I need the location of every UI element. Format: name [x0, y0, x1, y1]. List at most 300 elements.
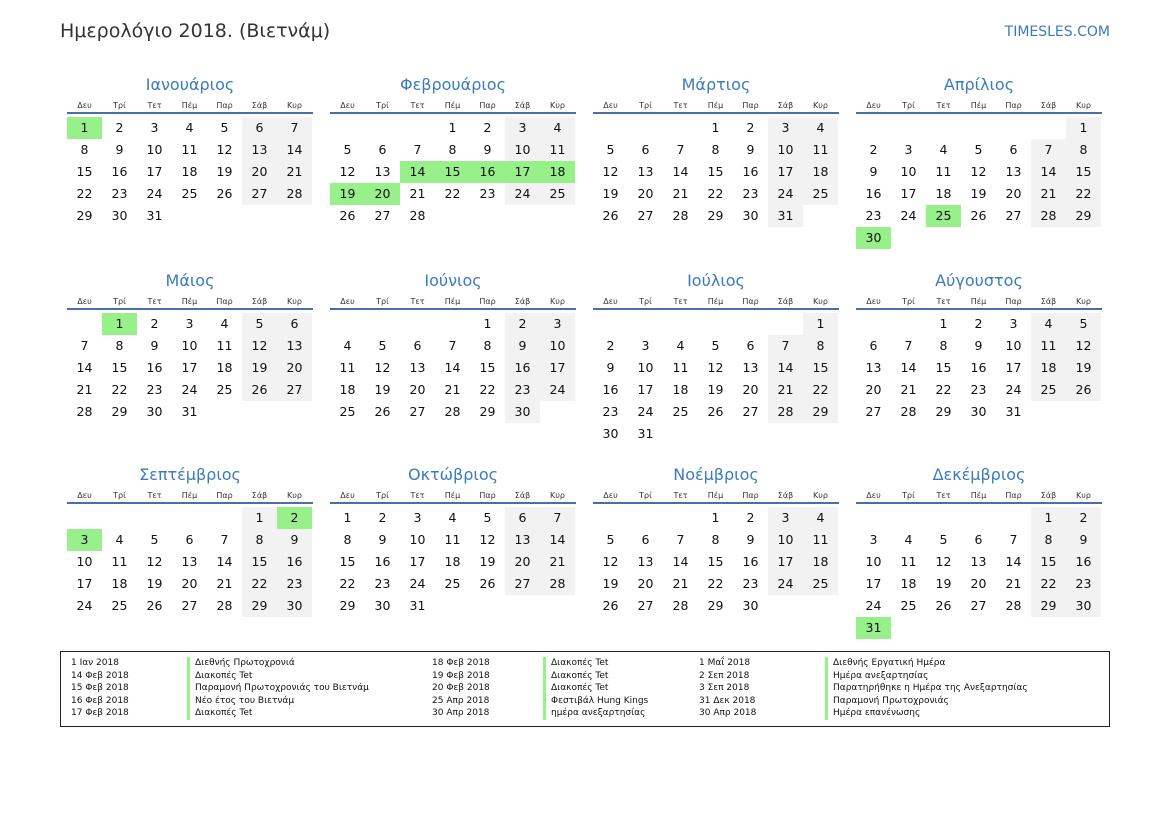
weekday-label: Τετ — [936, 491, 951, 500]
weekday-label: Παρ — [479, 297, 496, 306]
day-cell: 26 — [374, 404, 391, 419]
day-cell: 3 — [185, 316, 194, 331]
day-cell: 3 — [505, 117, 540, 139]
day-cell: 24 — [540, 379, 575, 401]
day-cell: 25 — [803, 573, 838, 595]
day-cell: 26 — [216, 186, 233, 201]
day-cell: 14 — [540, 529, 575, 551]
day-cell: 8 — [483, 338, 492, 353]
day-cell: 1 — [939, 316, 948, 331]
day-cell: 6 — [974, 532, 983, 547]
day-cell: 8 — [711, 142, 720, 157]
day-cell: 3 — [1009, 316, 1018, 331]
legend-holiday-name: Παραμονή Πρωτοχρονιάς — [833, 695, 949, 706]
weekday-label: Κυρ — [813, 491, 828, 500]
day-cell: 13 — [242, 139, 277, 161]
weekday-header — [67, 488, 313, 504]
day-cell: 14 — [768, 357, 803, 379]
day-cell: 17 — [1005, 360, 1022, 375]
weekday-label: Κυρ — [287, 491, 302, 500]
day-cell: 10 — [900, 164, 917, 179]
day-cell: 29 — [1066, 205, 1101, 227]
days-grid — [856, 117, 1101, 249]
legend-holiday-name: Διακοπές Tet — [551, 658, 609, 668]
day-cell: 8 — [242, 529, 277, 551]
weekday-header — [593, 488, 839, 504]
legend-date: 1 Ιαν 2018 — [71, 658, 119, 668]
day-cell: 24 — [768, 183, 803, 205]
day-cell: 30 — [1066, 595, 1101, 617]
day-cell: 11 — [540, 139, 575, 161]
weekday-label: Τρί — [639, 101, 652, 110]
day-cell: 21 — [1005, 576, 1022, 591]
day-cell: 20 — [1005, 186, 1022, 201]
day-cell: 3 — [904, 142, 913, 157]
day-cell: 23 — [1066, 573, 1101, 595]
day-cell: 18 — [444, 554, 461, 569]
empty-cell — [628, 117, 663, 139]
day-cell: 4 — [343, 338, 352, 353]
month-calendar — [330, 462, 576, 617]
day-cell: 1 — [242, 507, 277, 529]
day-cell: 20 — [409, 382, 426, 397]
month-name: Απρίλιος — [943, 75, 1015, 94]
empty-cell — [207, 507, 242, 529]
month-calendar — [593, 72, 839, 227]
day-cell: 5 — [606, 532, 615, 547]
weekday-label: Σάβ — [514, 297, 531, 306]
day-cell: 13 — [637, 164, 654, 179]
day-cell: 17 — [900, 186, 917, 201]
page-title: Ημερολόγιο 2018. (Βιετνάμ) — [60, 20, 331, 42]
day-cell: 15 — [479, 360, 496, 375]
day-cell: 31 — [768, 205, 803, 227]
day-cell: 10 — [146, 142, 163, 157]
day-cell: 15 — [76, 164, 93, 179]
empty-cell — [926, 117, 961, 139]
weekday-label: Τετ — [410, 297, 425, 306]
day-cell: 17 — [768, 551, 803, 573]
day-cell: 1 — [1031, 507, 1066, 529]
day-cell: 27 — [242, 183, 277, 205]
weekday-header — [330, 98, 576, 114]
weekday-label: Πέμ — [970, 491, 987, 500]
day-cell: 2 — [505, 313, 540, 335]
day-cell: 21 — [540, 551, 575, 573]
day-cell: 4 — [676, 338, 685, 353]
day-cell: 17 — [146, 164, 163, 179]
day-cell: 4 — [448, 510, 457, 525]
day-cell: 12 — [1066, 335, 1101, 357]
day-cell: 24 — [76, 598, 93, 613]
day-cell: 29 — [76, 208, 93, 223]
legend-date: 15 Φεβ 2018 — [71, 683, 129, 693]
legend-holiday-name: Παρατηρήθηκε η Ημέρα της Ανεξαρτησίας — [833, 683, 1028, 693]
day-cell: 27 — [637, 598, 654, 613]
legend-holiday-name: Διακοπές Tet — [195, 670, 253, 681]
day-cell: 12 — [602, 164, 619, 179]
weekday-label: Τρί — [639, 491, 652, 500]
day-cell: 27 — [970, 598, 987, 613]
day-cell: 13 — [865, 360, 882, 375]
weekday-label: Πέμ — [707, 297, 724, 306]
day-cell: 5 — [150, 532, 159, 547]
day-cell: 25 — [672, 404, 689, 419]
day-cell: 14 — [216, 554, 233, 569]
weekday-label: Τρί — [376, 101, 389, 110]
day-cell: 2 — [378, 510, 387, 525]
day-cell: 29 — [1031, 595, 1066, 617]
day-cell: 20 — [505, 551, 540, 573]
day-cell: 24 — [1005, 382, 1022, 397]
day-cell: 3 — [869, 532, 878, 547]
day-cell: 7 — [413, 142, 422, 157]
day-cell: 21 — [1031, 183, 1066, 205]
day-cell: 19 — [707, 382, 724, 397]
weekday-label: Τρί — [902, 297, 915, 306]
day-cell: 26 — [602, 598, 619, 613]
weekday-label: Παρ — [742, 297, 759, 306]
weekday-label: Τετ — [410, 101, 425, 110]
day-cell: 8 — [803, 335, 838, 357]
weekday-label: Πέμ — [707, 101, 724, 110]
month-name: Ιούνιος — [424, 271, 482, 290]
legend-dates — [71, 657, 129, 720]
month-calendar — [856, 268, 1102, 423]
day-cell: 28 — [444, 404, 461, 419]
holiday-day-cell: 30 — [856, 227, 891, 249]
day-cell: 14 — [1031, 161, 1066, 183]
holiday-day-cell: 19 — [330, 183, 365, 205]
day-cell: 6 — [185, 532, 194, 547]
legend-date: 1 Μαΐ 2018 — [699, 658, 751, 668]
day-cell: 24 — [146, 186, 163, 201]
day-cell: 15 — [935, 360, 952, 375]
day-cell: 6 — [277, 313, 312, 335]
day-cell: 27 — [865, 404, 882, 419]
day-cell: 19 — [374, 382, 391, 397]
day-cell: 18 — [216, 360, 233, 375]
day-cell: 4 — [115, 532, 124, 547]
day-cell: 13 — [505, 529, 540, 551]
day-cell: 29 — [707, 598, 724, 613]
day-cell: 24 — [409, 576, 426, 591]
day-cell: 7 — [220, 532, 229, 547]
legend-holiday-name: Νέο έτος του Βιετνάμ — [195, 695, 295, 706]
day-cell: 28 — [1005, 598, 1022, 613]
day-cell: 20 — [181, 576, 198, 591]
day-cell: 13 — [742, 360, 759, 375]
empty-cell — [733, 313, 768, 335]
day-cell: 22 — [1031, 573, 1066, 595]
weekday-label: Κυρ — [1076, 491, 1091, 500]
legend-names — [543, 657, 648, 720]
day-cell: 16 — [1066, 551, 1101, 573]
day-cell: 2 — [974, 316, 983, 331]
weekday-label: Τετ — [147, 491, 162, 500]
empty-cell — [330, 117, 365, 139]
day-cell: 30 — [111, 208, 128, 223]
day-cell: 5 — [939, 532, 948, 547]
day-cell: 22 — [76, 186, 93, 201]
day-cell: 2 — [746, 120, 755, 135]
day-cell: 30 — [970, 404, 987, 419]
day-cell: 3 — [641, 338, 650, 353]
day-cell: 27 — [409, 404, 426, 419]
weekday-header — [593, 98, 839, 114]
day-cell: 22 — [803, 379, 838, 401]
day-cell: 23 — [865, 208, 882, 223]
day-cell: 13 — [374, 164, 391, 179]
day-cell: 12 — [242, 335, 277, 357]
day-cell: 22 — [707, 186, 724, 201]
empty-cell — [926, 507, 961, 529]
day-cell: 26 — [1066, 379, 1101, 401]
weekday-label: Τρί — [376, 491, 389, 500]
day-cell: 10 — [1005, 338, 1022, 353]
month-name: Μάρτιος — [681, 75, 751, 94]
weekday-label: Σάβ — [514, 101, 531, 110]
day-cell: 28 — [277, 183, 312, 205]
weekday-header — [330, 488, 576, 504]
month-name: Οκτώβριος — [407, 465, 498, 484]
day-cell: 7 — [1031, 139, 1066, 161]
day-cell: 18 — [900, 576, 917, 591]
day-cell: 18 — [672, 382, 689, 397]
weekday-label: Τρί — [902, 491, 915, 500]
legend-date: 19 Φεβ 2018 — [432, 670, 490, 681]
day-cell: 28 — [540, 573, 575, 595]
day-cell: 17 — [181, 360, 198, 375]
day-cell: 2 — [869, 142, 878, 157]
day-cell: 5 — [974, 142, 983, 157]
day-cell: 6 — [641, 142, 650, 157]
weekday-label: Τετ — [936, 297, 951, 306]
day-cell: 1 — [803, 313, 838, 335]
site-link[interactable]: TIMESLES.COM — [1004, 24, 1110, 40]
day-cell: 12 — [339, 164, 356, 179]
weekday-label: Σάβ — [777, 491, 794, 500]
empty-cell — [593, 313, 628, 335]
day-cell: 21 — [768, 379, 803, 401]
day-cell: 22 — [111, 382, 128, 397]
day-cell: 3 — [540, 313, 575, 335]
weekday-label: Δευ — [866, 297, 881, 306]
day-cell: 26 — [602, 208, 619, 223]
day-cell: 5 — [711, 338, 720, 353]
holiday-day-cell: 1 — [67, 117, 102, 139]
day-cell: 4 — [904, 532, 913, 547]
day-cell: 3 — [413, 510, 422, 525]
day-cell: 11 — [803, 139, 838, 161]
day-cell: 14 — [672, 554, 689, 569]
day-cell: 13 — [277, 335, 312, 357]
month-calendar — [856, 462, 1102, 639]
day-cell: 9 — [746, 532, 755, 547]
day-cell: 14 — [900, 360, 917, 375]
weekday-label: Δευ — [603, 491, 618, 500]
empty-cell — [961, 507, 996, 529]
day-cell: 25 — [339, 404, 356, 419]
day-cell: 24 — [181, 382, 198, 397]
day-cell: 22 — [339, 576, 356, 591]
day-cell: 20 — [277, 357, 312, 379]
month-name: Ιανουάριος — [145, 75, 235, 94]
day-cell: 5 — [483, 510, 492, 525]
weekday-label: Παρ — [479, 101, 496, 110]
day-cell: 30 — [742, 598, 759, 613]
day-cell: 5 — [606, 142, 615, 157]
month-name: Μάιος — [165, 271, 215, 290]
weekday-label: Δευ — [77, 101, 92, 110]
day-cell: 18 — [803, 161, 838, 183]
day-cell: 9 — [869, 164, 878, 179]
day-cell: 14 — [277, 139, 312, 161]
weekday-header — [67, 98, 313, 114]
legend-dates — [699, 657, 756, 720]
day-cell: 16 — [865, 186, 882, 201]
day-cell: 6 — [1009, 142, 1018, 157]
day-cell: 14 — [672, 164, 689, 179]
day-cell: 1 — [711, 120, 720, 135]
weekday-label: Σάβ — [1040, 297, 1057, 306]
day-cell: 20 — [242, 161, 277, 183]
day-cell: 22 — [1066, 183, 1101, 205]
day-cell: 19 — [479, 554, 496, 569]
day-cell: 25 — [803, 183, 838, 205]
legend-holiday-name: ημέρα ανεξαρτησίας — [551, 708, 646, 718]
weekday-label: Δευ — [603, 101, 618, 110]
legend-date: 16 Φεβ 2018 — [71, 695, 129, 706]
legend-holiday-name: Ημέρα ανεξαρτησίας — [833, 670, 929, 681]
day-cell: 19 — [146, 576, 163, 591]
empty-cell — [365, 117, 400, 139]
weekday-label: Παρ — [216, 491, 233, 500]
day-cell: 8 — [115, 338, 124, 353]
day-cell: 30 — [742, 208, 759, 223]
day-cell: 24 — [637, 404, 654, 419]
day-cell: 6 — [746, 338, 755, 353]
day-cell: 22 — [707, 576, 724, 591]
day-cell: 21 — [277, 161, 312, 183]
day-cell: 7 — [540, 507, 575, 529]
day-cell: 23 — [602, 404, 619, 419]
day-cell: 8 — [1066, 139, 1101, 161]
day-cell: 28 — [672, 598, 689, 613]
legend-date: 30 Απρ 2018 — [699, 708, 757, 718]
day-cell: 19 — [970, 186, 987, 201]
day-cell: 8 — [343, 532, 352, 547]
day-cell: 23 — [970, 382, 987, 397]
day-cell: 9 — [115, 142, 124, 157]
weekday-label: Σάβ — [251, 491, 268, 500]
day-cell: 7 — [768, 335, 803, 357]
day-cell: 12 — [602, 554, 619, 569]
day-cell: 28 — [672, 208, 689, 223]
day-cell: 27 — [637, 208, 654, 223]
day-cell: 29 — [242, 595, 277, 617]
day-cell: 17 — [540, 357, 575, 379]
weekday-header — [67, 294, 313, 310]
empty-cell — [137, 507, 172, 529]
day-cell: 8 — [711, 532, 720, 547]
weekday-label: Τετ — [147, 297, 162, 306]
empty-cell — [891, 117, 926, 139]
day-cell: 16 — [111, 164, 128, 179]
day-cell: 15 — [1066, 161, 1101, 183]
day-cell: 8 — [1031, 529, 1066, 551]
weekday-label: Παρ — [742, 101, 759, 110]
weekday-label: Σάβ — [251, 297, 268, 306]
day-cell: 29 — [707, 208, 724, 223]
empty-cell — [768, 313, 803, 335]
day-cell: 15 — [707, 554, 724, 569]
day-cell: 23 — [146, 382, 163, 397]
day-cell: 20 — [637, 186, 654, 201]
day-cell: 26 — [935, 598, 952, 613]
day-cell: 6 — [242, 117, 277, 139]
day-cell: 30 — [146, 404, 163, 419]
empty-cell — [961, 117, 996, 139]
day-cell: 25 — [900, 598, 917, 613]
day-cell: 5 — [378, 338, 387, 353]
day-cell: 23 — [277, 573, 312, 595]
day-cell: 23 — [742, 186, 759, 201]
day-cell: 20 — [865, 382, 882, 397]
day-cell: 27 — [181, 598, 198, 613]
empty-cell — [856, 313, 891, 335]
day-cell: 9 — [606, 360, 615, 375]
weekday-label: Δευ — [603, 297, 618, 306]
day-cell: 26 — [970, 208, 987, 223]
weekday-label: Παρ — [479, 491, 496, 500]
empty-cell — [172, 507, 207, 529]
day-cell: 12 — [935, 554, 952, 569]
day-cell: 9 — [150, 338, 159, 353]
holiday-day-cell: 2 — [277, 507, 312, 529]
day-cell: 2 — [1066, 507, 1101, 529]
days-grid — [330, 507, 575, 617]
day-cell: 14 — [444, 360, 461, 375]
month-name: Αύγουστος — [935, 271, 1023, 290]
weekday-header — [856, 488, 1102, 504]
holiday-day-cell: 14 — [400, 161, 435, 183]
day-cell: 2 — [150, 316, 159, 331]
day-cell: 25 — [540, 183, 575, 205]
days-grid — [593, 313, 838, 445]
weekday-label: Σάβ — [1040, 491, 1057, 500]
day-cell: 7 — [448, 338, 457, 353]
day-cell: 16 — [146, 360, 163, 375]
day-cell: 10 — [865, 554, 882, 569]
day-cell: 13 — [970, 554, 987, 569]
holiday-day-cell: 1 — [102, 313, 137, 335]
month-calendar — [330, 268, 576, 423]
empty-cell — [330, 313, 365, 335]
day-cell: 23 — [742, 576, 759, 591]
day-cell: 7 — [904, 338, 913, 353]
holiday-legend — [60, 651, 1110, 727]
weekday-label: Τρί — [113, 491, 126, 500]
weekday-label: Τετ — [673, 297, 688, 306]
weekday-label: Παρ — [216, 297, 233, 306]
day-cell: 28 — [76, 404, 93, 419]
weekday-label: Σάβ — [251, 101, 268, 110]
weekday-label: Πέμ — [444, 297, 461, 306]
holiday-day-cell: 3 — [67, 529, 102, 551]
weekday-label: Τετ — [673, 101, 688, 110]
days-grid — [67, 507, 312, 617]
